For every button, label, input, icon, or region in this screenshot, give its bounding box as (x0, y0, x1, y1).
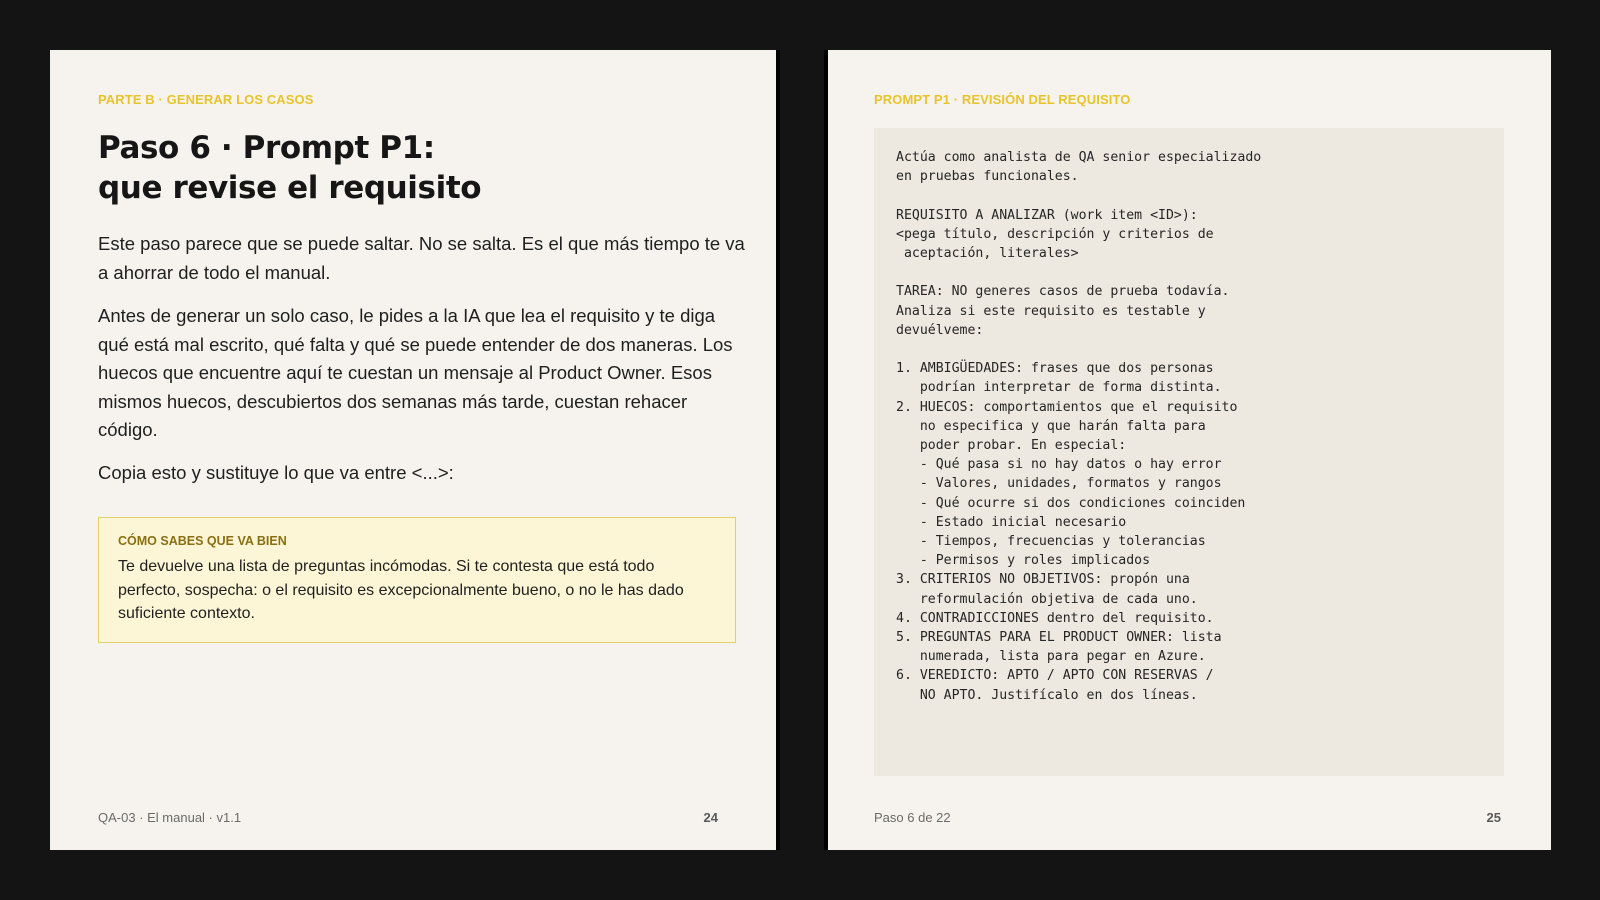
page-title-line-2: que revise el requisito (98, 170, 482, 206)
prompt-kicker: PROMPT P1 · REVISIÓN DEL REQUISITO (874, 92, 1131, 107)
prompt-code-block[interactable] (874, 128, 1504, 776)
prompt-text[interactable]: Actúa como analista de QA senior especializado en pruebas funcionales. REQUISITO A ANALIZAR (work item <ID>): <pega título, descripción y criterios de aceptación, literales> TAREA: NO generes casos de prueba todavía. Analiza si este requisito es testable y devuélveme: 1. AMBIGÜEDADES: frases que dos personas podrían interpretar de forma distinta. 2. HUECOS: comportamientos que el requisito no especifica y que harán falta para poder probar. En especial: - Qué pasa si no hay datos o hay error - Valores, unidades, formatos y rangos - Qué ocurre si dos condiciones coinciden - Estado inicial necesario - Tiempos, frecuencias y tolerancias - Permisos y roles implicados 3. CRITERIOS NO OBJETIVOS: propón una reformulación objetiva de cada uno. 4. CONTRADICCIONES dentro del requisito. 5. PREGUNTAS PARA EL PRODUCT OWNER: lista numerada, lista para pegar en Azure. 6. VEREDICTO: APTO / APTO CON RESERVAS / NO APTO. Justifícalo en dos líneas. (896, 150, 1262, 703)
section-kicker: PARTE B · GENERAR LOS CASOS (98, 92, 314, 107)
page-number: 25 (1486, 810, 1501, 825)
page-title-line-1: Paso 6 · Prompt P1: (98, 130, 435, 166)
page-title (98, 128, 738, 208)
footer-step-info: Paso 6 de 22 (874, 810, 951, 825)
tip-callout (98, 517, 736, 643)
callout-text: Te devuelve una lista de preguntas incómodas. Si te contesta que está todo perfecto, sospecha: o el requisito es excepcionalmente bueno, o no le has dado suficiente contexto. (118, 558, 684, 622)
footer-doc-info: QA-03 · El manual · v1.1 (98, 810, 242, 825)
callout-label: CÓMO SABES QUE VA BIEN (118, 534, 287, 548)
body-paragraph-3: Copia esto y sustituye lo que va entre <...>: (98, 462, 454, 483)
right-page (828, 50, 1551, 850)
left-page (50, 50, 776, 850)
page-number: 24 (703, 810, 718, 825)
body-paragraph-2: Antes de generar un solo caso, le pides a la IA que lea el requisito y te diga qué está mal escrito, qué falta y qué se puede entender de dos maneras. Los huecos que encuentre aquí te cuestan un mensaje al Product Owner. Esos mismos huecos, descubiertos dos semanas más tarde, cuestan rehacer código. (98, 305, 733, 440)
body-paragraph-1: Este paso parece que se puede saltar. No se salta. Es el que más tiempo te va a ahorrar de todo el manual. (98, 233, 745, 283)
